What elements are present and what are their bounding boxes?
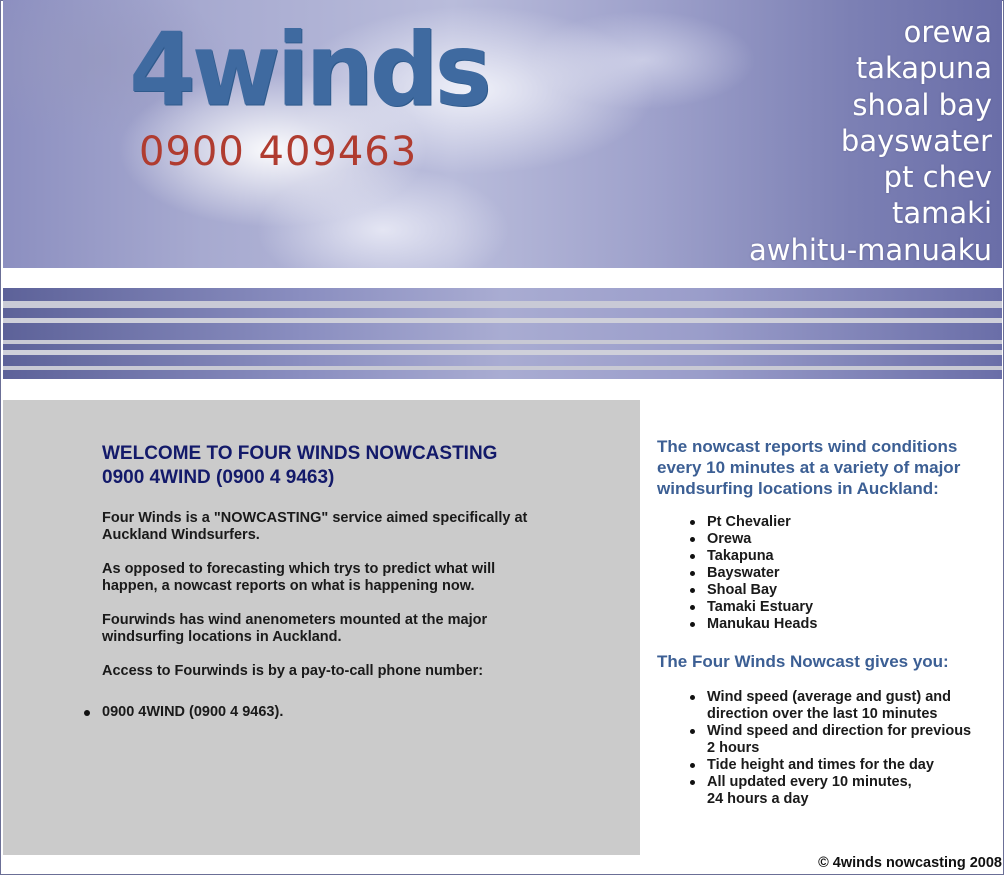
copyright-footer: © 4winds nowcasting 2008 [818, 855, 1002, 871]
nav-location-tamaki[interactable]: tamaki [891, 196, 992, 231]
header-banner [3, 0, 1002, 268]
forecast-paragraph: As opposed to forecasting which trys to predict what will happen, a nowcast reports on what is happening now. [102, 561, 496, 594]
list-item: Manukau Heads [657, 616, 817, 633]
nav-location-takapuna[interactable]: takapuna [855, 51, 992, 86]
nav-location-awhitu-manuaku[interactable]: awhitu-manuaku [749, 232, 992, 267]
list-item: Tamaki Estuary [657, 599, 817, 616]
locations-list [657, 514, 817, 633]
list-item: Wind speed (average and gust) and direction over the last 10 minutes [657, 689, 997, 723]
location-nav [749, 14, 992, 268]
nav-location-shoal-bay[interactable]: shoal bay [852, 87, 992, 122]
welcome-panel [3, 400, 640, 855]
anemometer-paragraph: Fourwinds has wind anenometers mounted at the major windsurfing locations in Auckland. [102, 612, 488, 645]
logo-phone-number: 0900 409463 [139, 129, 418, 175]
nav-location-orewa[interactable]: orewa [903, 15, 992, 49]
list-item: Pt Chevalier [657, 514, 817, 531]
list-item: Shoal Bay [657, 582, 817, 599]
welcome-title: WELCOME TO FOUR WINDS NOWCASTING [102, 443, 498, 464]
list-item: Bayswater [657, 565, 817, 582]
nav-location-pt-chev[interactable]: pt chev [883, 160, 992, 195]
intro-paragraph: Four Winds is a "NOWCASTING" service aimed specifically at Auckland Windsurfers. [102, 510, 528, 543]
welcome-phone: 0900 4WIND (0900 4 9463) [102, 467, 335, 488]
site-logo[interactable]: 4winds [129, 11, 488, 129]
locations-heading: The nowcast reports wind conditions every 10 minutes at a variety of major windsurfing locations in Auckland: [657, 437, 961, 498]
access-paragraph: Access to Fourwinds is by a pay-to-call phone number: [102, 663, 484, 679]
list-item: Wind speed and direction for previous 2 hours [657, 723, 997, 757]
decorative-stripe-band [3, 288, 1002, 379]
welcome-heading [102, 442, 497, 490]
phone-list [82, 704, 283, 721]
list-item: Takapuna [657, 548, 817, 565]
list-item: All updated every 10 minutes, 24 hours a day [657, 774, 997, 808]
list-item: Orewa [657, 531, 817, 548]
list-item: Tide height and times for the day [657, 757, 997, 774]
features-list [657, 689, 997, 808]
phone-list-item: 0900 4WIND (0900 4 9463). [82, 704, 283, 721]
nav-location-bayswater[interactable]: bayswater [840, 123, 992, 158]
features-heading: The Four Winds Nowcast gives you: [657, 652, 949, 671]
